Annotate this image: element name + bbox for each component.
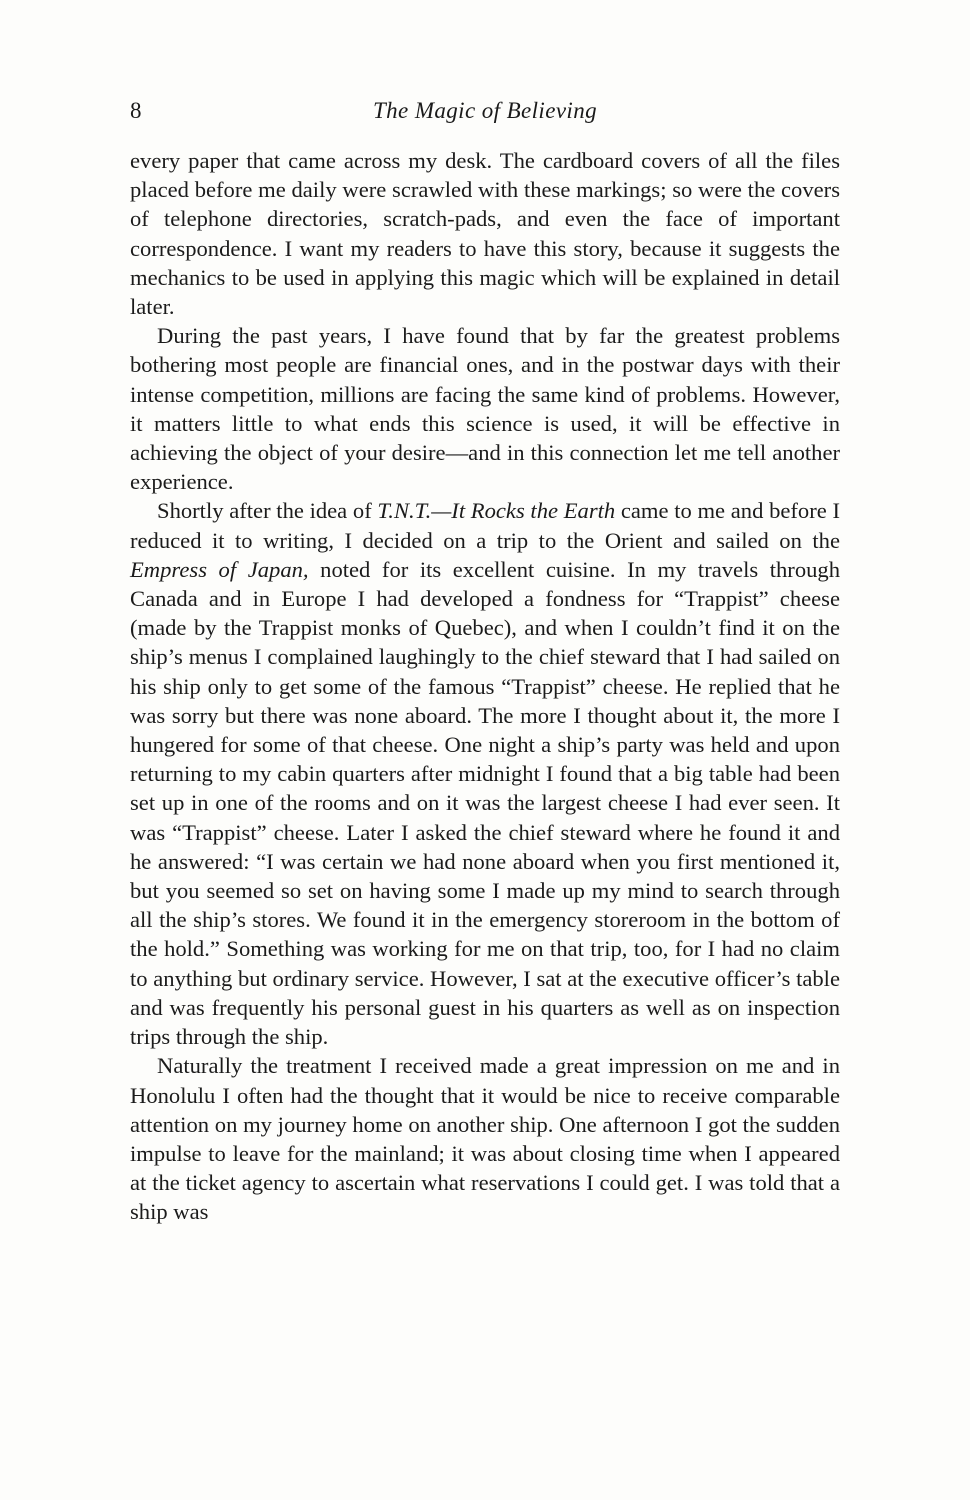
paragraph: During the past years, I have found that by far the greatest problems bothering most people are financial ones, and in the postwar days with their intense competition, millions are facing the same kind of problems. However, it matters little to what ends this science is used, it will be effective in achieving the object of your desire—and in this connection let me tell another experience. xyxy=(130,323,840,495)
paragraph: every paper that came across my desk. The cardboard covers of all the files placed before me daily were scrawled with these markings; so were the covers of telephone directories, scratch-pads, and even the face of important correspondence. I want my readers to have this story, because it suggests the mechanics to be used in applying this magic which will be explained in detail later. xyxy=(130,148,840,320)
paragraph xyxy=(130,496,840,1051)
text-run: noted for its excellent cuisine. In my travels through Canada and in Europe I had developed a fondness for “Trappist” cheese (made by the Trappist monks of Quebec), and when I couldn’t find it on the ship’s menus I complained laughingly to the chief steward that I had sailed on his ship only to get some of the famous “Trappist” cheese. He replied that he was sorry but there was none aboard. The more I thought about it, the more I hungered for some of that cheese. One night a ship’s party was held and upon returning to my cabin quarters after midnight I found that a big table had been set up in one of the rooms and on it was the largest cheese I had ever seen. It was “Trappist” cheese. Later I asked the chief steward where he found it and he answered: “I was certain we had none aboard when you first mentioned it, but you seemed so set on having some I made up my mind to search through all the ship’s stores. We found it in the emergency storeroom in the bottom of the hold.” Something was working for me on that trip, too, for I had no claim to anything but ordinary service. However, I sat at the executive officer’s table and was frequently his personal guest in his quarters as well as on inspection trips through the ship. xyxy=(130,556,841,1050)
page-header xyxy=(130,96,840,126)
text-run: Shortly after the idea of xyxy=(157,498,378,524)
italic-title: Empress of Japan, xyxy=(130,556,309,582)
running-title: The Magic of Believing xyxy=(372,98,598,123)
text-run: came to me and before I reduced it to writing, I decided on a trip to the Orient and sailed on the xyxy=(130,498,840,553)
page-body xyxy=(130,146,840,1227)
paragraph: Naturally the treatment I received made a great impression on me and in Honolulu I often had the thought that it would be nice to receive comparable attention on my journey home on another ship. One afternoon I got the sudden impulse to leave for the mainland; it was about closing time when I appeared at the ticket agency to ascertain what reservations I could get. I was told that a ship was xyxy=(130,1053,840,1225)
page-number: 8 xyxy=(130,98,142,123)
italic-title: T.N.T.—It Rocks the Earth xyxy=(377,498,616,524)
